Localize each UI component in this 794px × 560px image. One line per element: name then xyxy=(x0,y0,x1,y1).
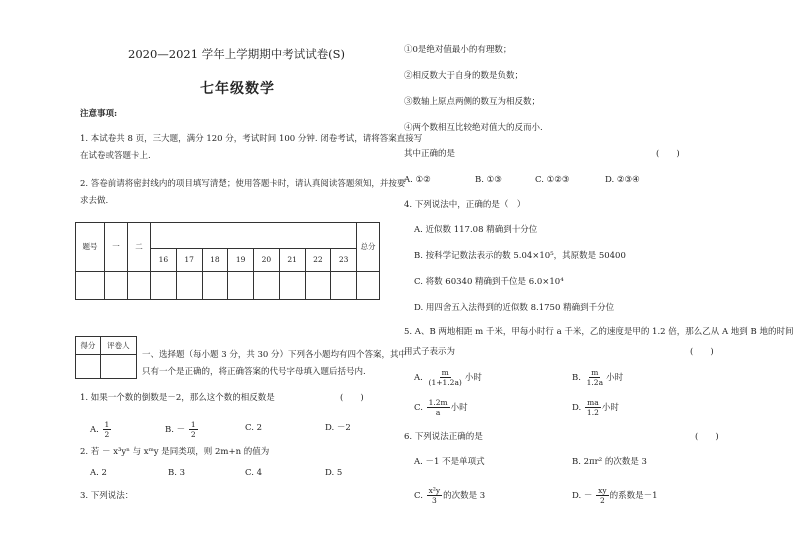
q6-option-c-fraction: $\frac{\text{x²y}}{3}$ xyxy=(428,486,441,505)
q6-option-c: C. $\frac{\text{x²y}}{3}$ 的次数是 3 xyxy=(414,486,486,505)
score-col-20: 20 xyxy=(254,249,280,271)
question-6-paren: ( ) xyxy=(695,432,719,442)
grader-table xyxy=(75,336,137,379)
q6-option-b: B. 2πr² 的次数是 3 xyxy=(572,457,647,467)
section-1-line-a: 一、选择题（每小题 3 分，共 30 分）下列各小题均有四个答案，其中 xyxy=(142,350,408,360)
score-cell[interactable] xyxy=(228,271,254,299)
q6-option-d-fraction: $\frac{xy}{2}$ xyxy=(598,486,607,505)
exam-subtitle: 七年级数学 xyxy=(200,81,275,97)
exam-title: 2020—2021 学年上学期期中考试试卷(S) xyxy=(128,47,346,61)
score-cell[interactable] xyxy=(151,271,177,299)
q5-option-a-fraction: $\frac{m}{(1+1.2a)}$ xyxy=(428,368,462,387)
q4-option-c: C. 将数 60340 精确到千位是 6.0×10⁴ xyxy=(414,277,564,287)
q1-option-a-label: A. xyxy=(90,425,99,435)
q1-option-c: C. 2 xyxy=(245,423,263,433)
q4-option-d: D. 用四舍五入法得到的近似数 8.1750 精确到千分位 xyxy=(414,303,615,313)
score-cell[interactable] xyxy=(176,271,202,299)
question-5-line-b: 用式子表示为 xyxy=(404,347,456,357)
score-table-header-num: 题号 xyxy=(76,223,105,272)
grader-cell[interactable] xyxy=(100,355,136,379)
q1-option-a xyxy=(90,420,112,439)
q4-option-a: A. 近似数 117.08 精确到十分位 xyxy=(414,225,538,235)
score-cell[interactable] xyxy=(305,271,331,299)
question-1: 1. 如果一个数的倒数是－2，那么这个数的相反数是 xyxy=(80,393,275,403)
score-cell[interactable] xyxy=(76,271,105,299)
q2-option-a: A. 2 xyxy=(90,468,107,478)
notice-heading: 注意事项: xyxy=(80,109,118,119)
q2-option-b: B. 3 xyxy=(168,468,186,478)
q5-option-c: C. $\frac{1.2m}{a}$ 小时 xyxy=(414,398,468,417)
q3-statement-2: ②相反数大于自身的数是负数； xyxy=(404,71,524,81)
score-col-17: 17 xyxy=(176,249,202,271)
question-5-paren: ( ) xyxy=(690,347,714,357)
q3-option-a: A. ①② xyxy=(404,175,431,185)
q2-option-c: C. 4 xyxy=(245,468,263,478)
grader-cell[interactable] xyxy=(76,355,101,379)
score-col-18: 18 xyxy=(202,249,228,271)
q5-option-d: D. $\frac{ma}{1.2}$ 小时 xyxy=(572,398,619,417)
question-1-paren: ( ) xyxy=(340,393,364,403)
q3-statement-4: ④两个数相互比较绝对值大的反而小. xyxy=(404,123,543,133)
notice-1-line-b: 在试卷或答题卡上. xyxy=(80,151,151,161)
notice-1-line-a: 1. 本试卷共 8 页，三大题，满分 120 分，考试时间 100 分钟. 闭卷考试，请将答案直接写 xyxy=(80,134,423,144)
q1-option-b-label: B. － xyxy=(165,425,186,435)
question-2: 2. 若 － x³yⁿ 与 xᵐy 是同类项，则 2m+n 的值为 xyxy=(80,447,270,457)
q6-option-d: D. － $\frac{xy}{2}$ 的系数是－1 xyxy=(572,486,658,505)
score-cell[interactable] xyxy=(202,271,228,299)
q1-option-b-fraction: $\frac{1}{2}$ xyxy=(190,420,196,439)
question-6: 6. 下列说法正确的是 xyxy=(404,432,483,442)
q1-option-d: D. －2 xyxy=(325,423,351,433)
notice-2-line-a: 2. 答卷前请将密封线内的项目填写清楚；使用答题卡时，请认真阅读答题须知，并按要 xyxy=(80,179,406,189)
q1-option-a-fraction: $\frac{1}{2}$ xyxy=(104,420,110,439)
score-col-19: 19 xyxy=(228,249,254,271)
question-3: 3. 下列说法： xyxy=(80,491,134,501)
q2-option-d: D. 5 xyxy=(325,468,343,478)
score-cell[interactable] xyxy=(357,271,380,299)
score-col-16: 16 xyxy=(151,249,177,271)
grader-header-score: 得分 xyxy=(76,337,101,355)
score-cell[interactable] xyxy=(279,271,305,299)
score-cell[interactable] xyxy=(331,271,357,299)
score-table-header-total: 总分 xyxy=(357,223,380,272)
q6-option-a: A. －1 不是单项式 xyxy=(414,457,485,467)
section-1-line-b: 只有一个是正确的，将正确答案的代号字母填入题后括号内. xyxy=(142,367,366,377)
q5-option-a: A. $\frac{m}{(1+1.2a)}$ 小时 xyxy=(414,368,482,387)
q5-option-d-fraction: $\frac{ma}{1.2}$ xyxy=(586,398,599,417)
score-col-22: 22 xyxy=(305,249,331,271)
score-table-header-1: 一 xyxy=(105,223,128,272)
q3-paren: ( ) xyxy=(656,149,680,159)
q3-statement-1: ①0是绝对值最小的有理数； xyxy=(404,45,512,55)
notice-2-line-b: 求去做. xyxy=(80,196,109,206)
grader-header-grader: 评卷人 xyxy=(100,337,136,355)
score-cell[interactable] xyxy=(128,271,151,299)
score-col-23: 23 xyxy=(331,249,357,271)
q3-option-c: C. ①②③ xyxy=(535,175,570,185)
q3-option-d: D. ②③④ xyxy=(605,175,640,185)
question-4: 4. 下列说法中，正确的是（ ） xyxy=(404,200,526,210)
q3-statement-3: ③数轴上原点两侧的数互为相反数； xyxy=(404,97,541,107)
score-cell[interactable] xyxy=(105,271,128,299)
q3-correct-prompt: 其中正确的是 xyxy=(404,149,456,159)
score-table-header-3 xyxy=(151,223,357,249)
score-cell[interactable] xyxy=(254,271,280,299)
question-5-line-a: 5. A、B 两地相距 m 千米，甲每小时行 a 千米，乙的速度是甲的 1.2 倍，那么乙从 A 地到 B 地的时间 xyxy=(404,327,794,337)
q1-option-b xyxy=(165,420,199,439)
score-table xyxy=(75,222,380,300)
score-col-21: 21 xyxy=(279,249,305,271)
q4-option-b: B. 按科学记数法表示的数 5.04×10⁵，其原数是 50400 xyxy=(414,251,626,261)
q5-option-b: B. $\frac{m}{1.2a}$ 小时 xyxy=(572,368,624,387)
q5-option-c-fraction: $\frac{1.2m}{a}$ xyxy=(428,398,448,417)
q5-option-b-fraction: $\frac{m}{1.2a}$ xyxy=(586,368,604,387)
q3-option-b: B. ①③ xyxy=(475,175,502,185)
score-table-header-2: 二 xyxy=(128,223,151,272)
